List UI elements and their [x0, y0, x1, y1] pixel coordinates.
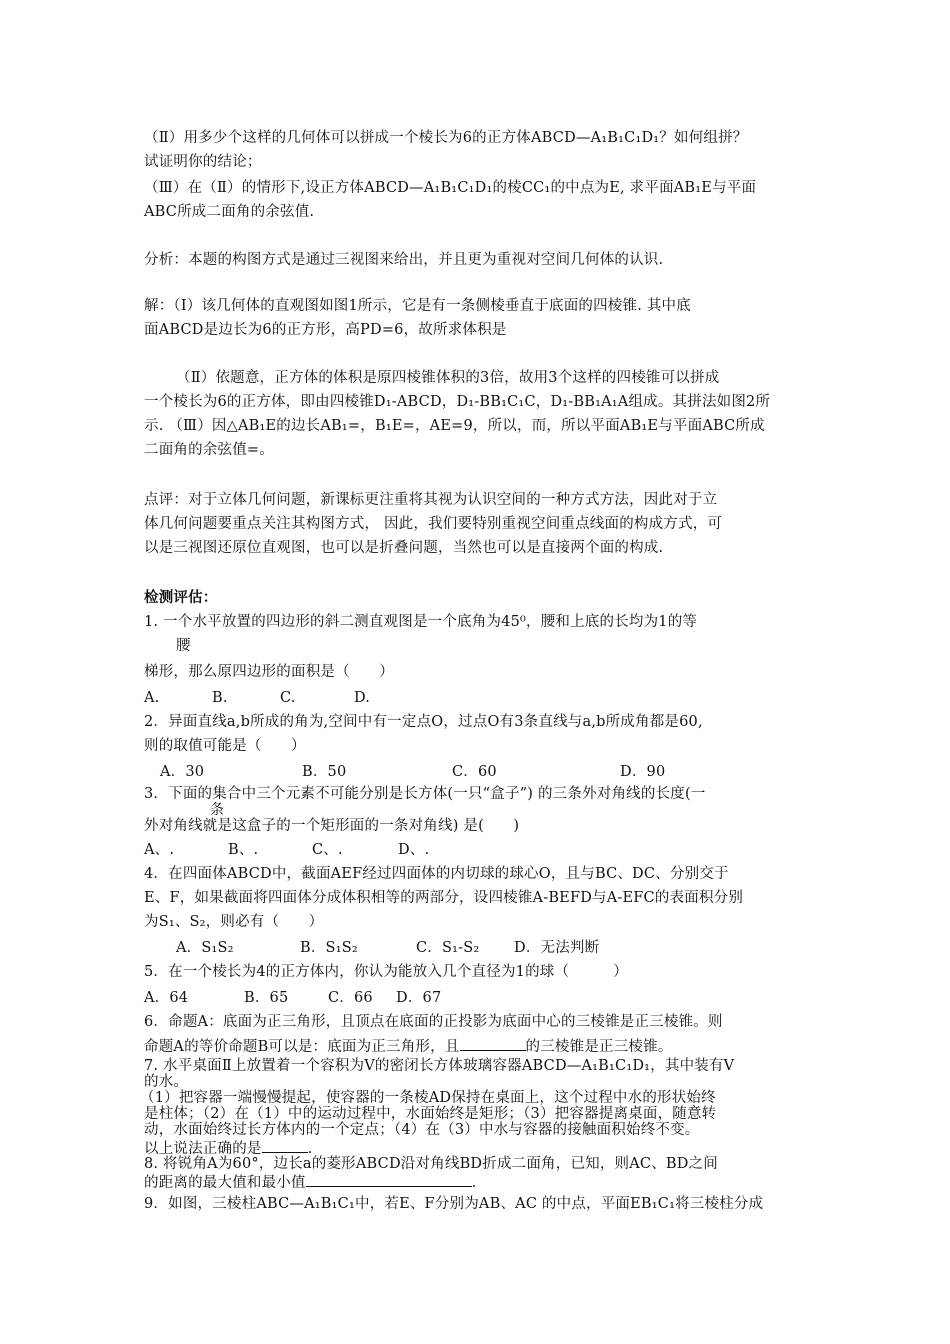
option-d: D．90	[620, 764, 666, 780]
solution-line: 二面角的余弦值=。	[144, 442, 274, 458]
answer-blank[interactable]	[460, 1036, 526, 1051]
option-d: D.	[354, 690, 371, 706]
option-b: B．S₁S₂	[300, 940, 358, 956]
solution-line: 解：（Ⅰ）该几何体的直观图如图1所示，它是有一条侧棱垂直于底面的四棱锥. 其中底	[144, 298, 691, 314]
question-7-cont: 是柱体；（2）在（1）中的运动过程中，水面始终是矩形；（3）把容器提离桌面，随意转	[144, 1106, 717, 1122]
question-8: 8. 将锐角A为60°，边长a的菱形ABCD沿对角线BD折成二面角，已知，则AC、BD之间	[144, 1156, 719, 1172]
section-heading: 检测评估：	[144, 589, 218, 606]
option-b: B、.	[228, 842, 259, 858]
text-line: 试证明你的结论；	[144, 154, 262, 170]
question-3: 3．下面的集合中三个元素不可能分别是长方体(一只“盒子”) 的三条外对角线的长度(一	[144, 786, 706, 802]
question-3-cont: 外对角线就是这盒子的一个矩形面的一条对角线) 是( )	[144, 818, 520, 834]
question-7-cont: （1）把容器一端慢慢提起，使容器的一条棱AD保持在桌面上，这个过程中水的形状始终	[140, 1090, 716, 1106]
question-4-cont: E、F，如果截面将四面体分成体积相等的两部分，设四棱锥A-BEFD与A-EFC的表面积分别	[144, 890, 744, 906]
solution-line: （Ⅱ）依题意，正方体的体积是原四棱锥体积的3倍，故用3个这样的四棱锥可以拼成	[176, 370, 720, 386]
question-6: 6．命题A：底面为正三角形，且顶点在底面的正投影为底面中心的三棱锥是正三棱锥。则	[144, 1014, 723, 1030]
question-5: 5．在一个棱长为4的正方体内，你认为能放入几个直径为1的球（ ）	[144, 964, 628, 980]
option-b: B．50	[302, 764, 347, 780]
question-7-cont: 动，水面始终过长方体内的一个定点；（4）在（3）中水与容器的接触面积始终不变。	[144, 1122, 700, 1138]
comment-line: 以是三视图还原位直观图，也可以是折叠问题，当然也可以是直接两个面的构成.	[144, 540, 664, 556]
solution-line: 面ABCD是边长为6的正方形，高PD=6，故所求体积是	[144, 322, 507, 338]
question-1-cont: 腰	[176, 638, 191, 654]
option-d: D、.	[398, 842, 430, 858]
option-a: A．64	[144, 990, 189, 1006]
question-1: 1. 一个水平放置的四边形的斜二测直观图是一个底角为45⁰，腰和上底的长均为1的等	[144, 614, 698, 630]
solution-line: 一个棱长为6的正方体，即由四棱锥D₁-ABCD，D₁-BB₁C₁C，D₁-BB₁A₁A组成。其拼法如图2所	[144, 394, 771, 410]
option-c: C.	[280, 690, 296, 706]
question-3-cont: 条	[210, 802, 225, 818]
option-c: C．60	[452, 764, 497, 780]
option-a: A．S₁S₂	[176, 940, 234, 956]
option-a: A.	[144, 690, 160, 706]
question-8-text: .	[471, 1175, 477, 1191]
question-7-cont	[144, 1138, 814, 1158]
solution-line: 示. （Ⅲ）因△AB₁E的边长AB₁=，B₁E=，AE=9，所以，而，所以平面AB₁E与平面ABC所成	[144, 418, 765, 434]
question-7: 7. 水平桌面Ⅱ上放置着一个容积为V的密闭长方体玻璃容器ABCD—A₁B₁C₁D₁，其中装有V	[144, 1058, 735, 1074]
answer-blank[interactable]	[262, 1138, 308, 1153]
text-line: （Ⅲ）在（Ⅱ）的情形下,设正方体ABCD—A₁B₁C₁D₁的棱CC₁的中点为E, 求平面AB₁E与平面	[144, 180, 757, 196]
answer-blank[interactable]	[306, 1172, 472, 1187]
question-4-cont: 为S₁、S₂，则必有（ ）	[144, 914, 324, 930]
option-d: D．无法判断	[514, 940, 600, 956]
question-7-cont: 的水。	[144, 1074, 189, 1090]
question-2-cont: 则的取值可能是（ ）	[144, 738, 306, 754]
comment-line: 体几何问题要重点关注其构图方式， 因此，我们要特别重视空间重点线面的构成方式，可	[144, 516, 723, 532]
option-d: D．67	[396, 990, 442, 1006]
option-a: A、.	[144, 842, 175, 858]
option-c: C．S₁-S₂	[416, 940, 480, 956]
question-1-cont: 梯形，那么原四边形的面积是（ ）	[144, 664, 394, 680]
option-b: B．65	[244, 990, 289, 1006]
text-line: ABC所成二面角的余弦值.	[144, 204, 315, 220]
question-9: 9．如图，三棱柱ABC—A₁B₁C₁中，若E、F分别为AB、AC 的中点，平面EB₁C₁将三棱柱分成	[144, 1196, 764, 1212]
question-7-text: .	[307, 1141, 313, 1157]
option-a: A．30	[160, 764, 205, 780]
question-6-text: 的三棱锥是正三棱锥。	[525, 1039, 673, 1055]
comment-line: 点评：对于立体几何问题，新课标更注重将其视为认识空间的一种方式方法，因此对于立	[144, 492, 718, 508]
question-7-text: 以上说法正确的是	[144, 1141, 262, 1157]
question-8-cont	[144, 1172, 814, 1192]
question-6-cont	[144, 1036, 814, 1057]
text-line: （Ⅱ）用多少个这样的几何体可以拼成一个棱长为6的正方体ABCD—A₁B₁C₁D₁？如何组拼？	[144, 130, 748, 146]
option-c: C、.	[312, 842, 343, 858]
option-c: C．66	[328, 990, 373, 1006]
question-8-text: 的距离的最大值和最小值	[144, 1175, 306, 1191]
question-4: 4．在四面体ABCD中，截面AEF经过四面体的内切球的球心O，且与BC、DC、分别交于	[144, 866, 729, 882]
question-2: 2．异面直线a,b所成的角为,空间中有一定点O，过点O有3条直线与a,b所成角都是60,	[144, 714, 703, 730]
analysis-paragraph: 分析：本题的构图方式是通过三视图来给出，并且更为重视对空间几何体的认识.	[144, 252, 664, 268]
question-6-text: 命题A的等价命题B可以是：底面为正三角形，且	[144, 1039, 460, 1055]
option-b: B.	[212, 690, 228, 706]
